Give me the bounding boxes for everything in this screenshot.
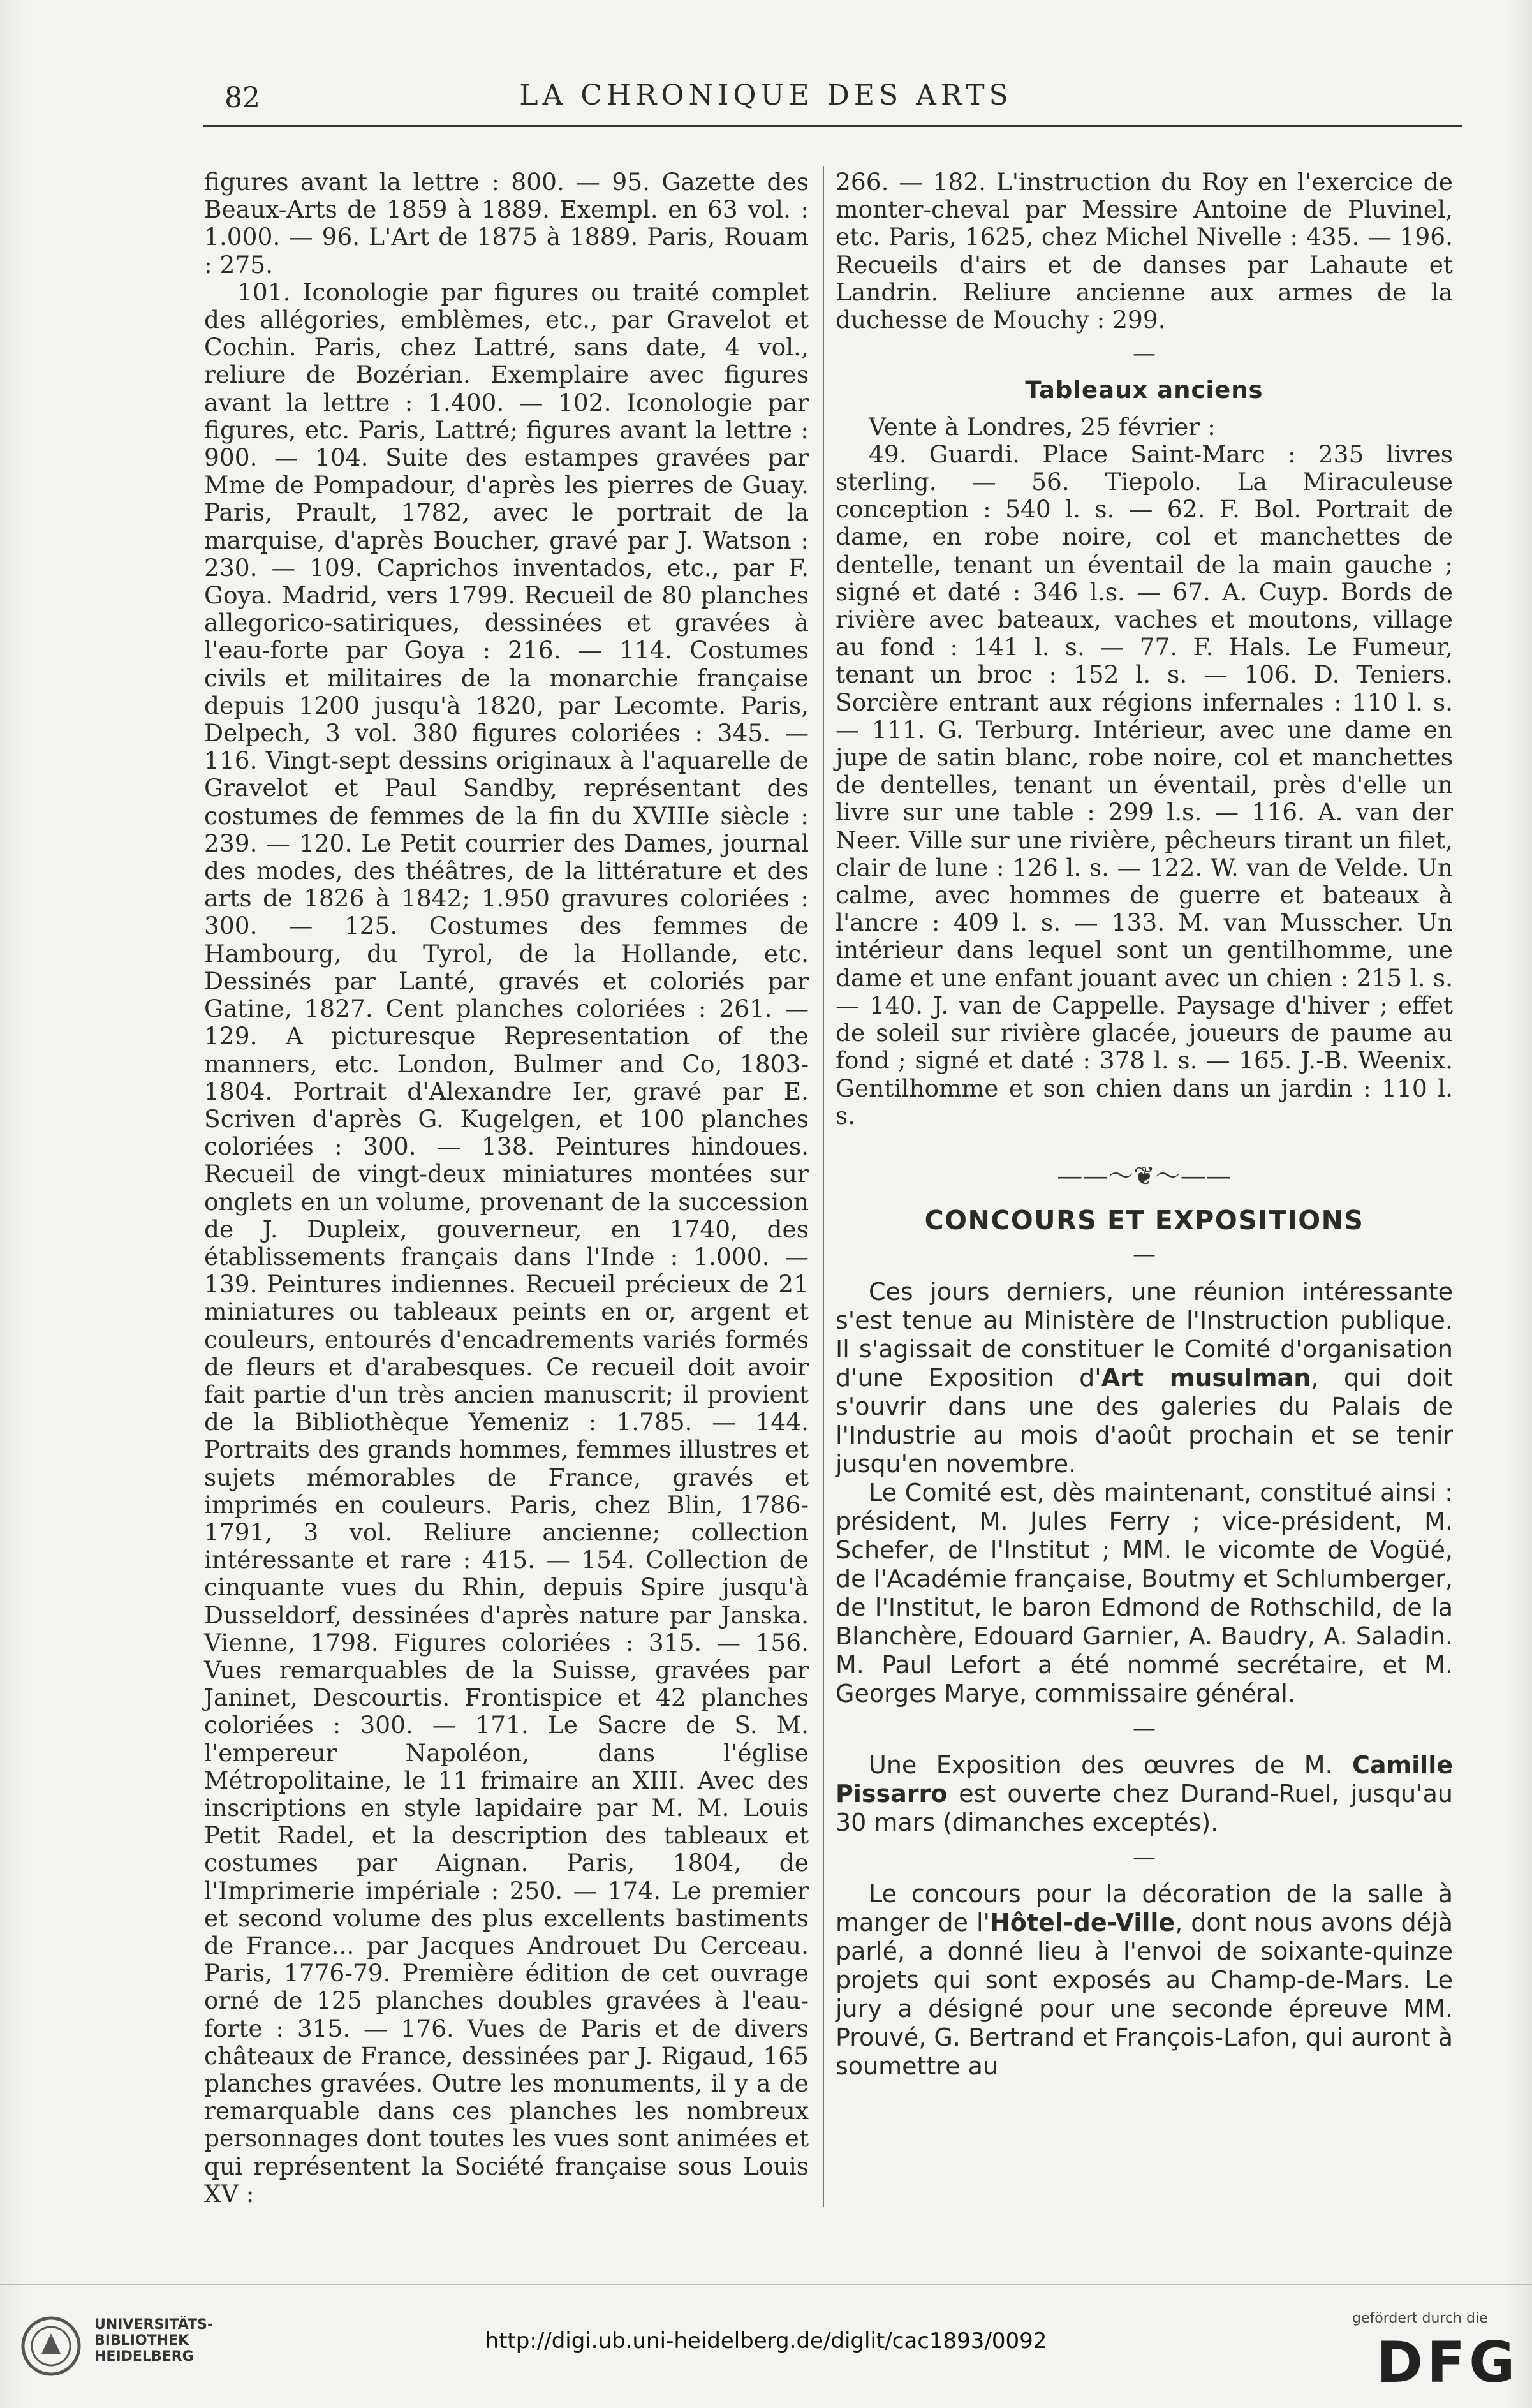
paragraph: Le Comité est, dès maintenant, constitué ainsi : président, M. Jules Ferry ; vice-président, M. Schefer, de l'Institut ; MM. le vicomte de Vogüé, de l'Académie française, Boutmy et Schlumberger, de l'Institut, le baron Edmond de Rothschild, de la Blanchère, Edouard Garnier, A. Baudry, A. Saladin. M. Paul Lefort a été nommé secrétaire, et M. Georges Marye, commissaire général. xyxy=(836,1478,1453,1708)
section-heading-tableaux: Tableaux anciens xyxy=(1025,376,1263,404)
bold-run: Camille Pissarro xyxy=(836,1750,1453,1808)
paragraph xyxy=(836,1278,1453,1479)
paragraph xyxy=(836,1880,1453,2081)
separator-dash: — xyxy=(1133,341,1156,367)
paragraph xyxy=(836,1751,1453,1837)
funding-caption: gefördert durch die xyxy=(1352,2310,1488,2326)
bold-run: Art musulman xyxy=(1101,1363,1311,1392)
separator-dash: — xyxy=(1133,1843,1156,1870)
bold-run: Hôtel-de-Ville xyxy=(989,1908,1175,1937)
header-rule xyxy=(203,125,1462,127)
paragraph: 266. — 182. L'instruction du Roy en l'exercice de monter-cheval par Messire Antoine de Pluvinel, etc. Paris, 1625, chez Michel Nivelle : 435. — 196. Recueils d'airs et de danses par Lahaute et Landrin. Reliure ancienne aux armes de la duchesse de Mouchy : 299. xyxy=(836,168,1453,334)
text-run: , dont nous avons déjà parlé, a donné lieu à l'envoi de soixante-quinze projets qui sont exposés au Champ-de-Mars. Le jury a désigné pour une seconde épreuve MM. Prouvé, G. Bertrand et François-Lafon, qui auront à soumettre au xyxy=(836,1908,1453,2080)
page-number: 82 xyxy=(225,82,260,114)
separator-dash: — xyxy=(1133,1241,1156,1268)
running-title: LA CHRONIQUE DES ARTS xyxy=(519,79,1013,112)
text-run: , qui doit s'ouvrir dans une des galeries du Palais de l'Industrie au mois d'août prochain et se tenir jusqu'en novembre. xyxy=(836,1363,1454,1478)
footer-rule xyxy=(0,2284,1532,2285)
left-column xyxy=(204,168,809,2208)
paragraph: 101. Iconologie par figures ou traité complet des allégories, emblèmes, etc., par Gravelot et Cochin. Paris, chez Lattré, sans date, 4 vol., reliure de Bozérian. Exemplaire avec figures avant la lettre : 1.400. — 102. Iconologie par figures, etc. Paris, Lattré; figures avant la lettre : 900. — 104. Suite des estampes gravées par Mme de Pompadour, d'après les pierres de Guay. Paris, Prault, 1782, avec le portrait de la marquise, d'après Boucher, gravé par J. Watson : 230. — 109. Caprichos inventados, etc., par F. Goya. Madrid, vers 1799. Recueil de 80 planches allegorico-satiriques, dessinées et gravées à l'eau-forte par Goya : 216. — 114. Costumes civils et militaires de la monarchie française depuis 1200 jusqu'à 1820, par Lecomte. Paris, Delpech, 3 vol. 380 figures coloriées : 345. — 116. Vingt-sept dessins originaux à l'aquarelle de Gravelot et Paul Sandby, représentant des costumes de femmes de la fin du XVIIIe siècle : 239. — 120. Le Petit courrier des Dames, journal des modes, des théâtres, de la littérature et des arts de 1826 à 1842; 1.950 gravures coloriées : 300. — 125. Costumes des femmes de Hambourg, du Tyrol, de la Hollande, etc. Dessinés par Lanté, gravés et coloriés par Gatine, 1827. Cent planches coloriées : 261. — 129. A picturesque Representation of the manners, etc. London, Bulmer and Co, 1803-1804. Portrait d'Alexandre Ier, gravé par E. Scriven d'après G. Kugelgen, et 100 planches coloriées : 300. — 138. Peintures hindoues. Recueil de vingt-deux miniatures montées sur onglets en un volume, provenant de la succession de J. Dupleix, gouverneur, en 1740, des établissements français dans l'Inde : 1.000. — 139. Peintures indiennes. Recueil précieux de 21 miniatures ou tableaux peints en or, argent et couleurs, entourés d'encadrements variés formés de fleurs et d'arabesques. Ce recueil doit avoir fait partie d'un très ancien manuscrit; il provient de la Bibliothèque Yemeniz : 1.785. — 144. Portraits des grands hommes, femmes illustres et sujets mémorables de France, gravés et imprimés en couleurs. Paris, chez Blin, 1786-1791, 3 vol. Reliure ancienne; collection intéressante et rare : 415. — 154. Collection de cinquante vues du Rhin, depuis Spire jusqu'à Dusseldorf, dessinées d'après nature par Janska. Vienne, 1798. Figures coloriées : 315. — 156. Vues remarquables de la Suisse, gravées par Janinet, Descourtis. Frontispice et 42 planches coloriées : 300. — 171. Le Sacre de S. M. l'empereur Napoléon, dans l'église Métropolitaine, le 11 frimaire an XIII. Avec des inscriptions en style lapidaire par M. M. Louis Petit Radel, et la description des tableaux et costumes par Aignan. Paris, 1804, de l'Imprimerie impériale : 250. — 174. Le premier et second volume des plus excellents bastiments de France... par Jacques Androuet Du Cerceau. Paris, 1776-79. Première édition de cet ouvrage orné de 125 planches doubles gravées à l'eau-forte : 315. — 176. Vues de Paris et de divers châteaux de France, dessinées par J. Rigaud, 165 planches gravées. Outre les monuments, il y a de remarquable dans ces planches les nombreux personnages dont toutes les vues sont animées et qui représentent la Société française sous Louis XV : xyxy=(204,277,809,2208)
text-run: est ouverte chez Durand-Ruel, jusqu'au 30 mars (dimanches exceptés). xyxy=(836,1779,1453,1836)
separator-dash: — xyxy=(1133,1715,1156,1741)
section-heading-concours: CONCOURS ET EXPOSITIONS xyxy=(924,1205,1364,1236)
library-line: BIBLIOTHEK xyxy=(94,2333,189,2349)
dfg-logo: DFG xyxy=(1376,2330,1519,2395)
library-line: HEIDELBERG xyxy=(94,2349,194,2365)
library-line: UNIVERSITÄTS- xyxy=(94,2317,214,2333)
right-column xyxy=(836,168,1453,2081)
ornament-divider: ——〜❦〜—— xyxy=(1057,1161,1232,1191)
paragraph: Vente à Londres, 25 février : xyxy=(869,412,1216,441)
paragraph: figures avant la lettre : 800. — 95. Gazette des Beaux-Arts de 1859 à 1889. Exempl. en 63 vol. : 1.000. — 96. L'Art de 1875 à 1889. Paris, Rouam : 275. xyxy=(204,168,809,279)
paragraph: 49. Guardi. Place Saint-Marc : 235 livres sterling. — 56. Tiepolo. La Miraculeuse conception : 540 l. s. — 62. F. Bol. Portrait de dame, en robe noire, col et manchettes de dentelle, tenant un éventail de la main gauche ; signé et daté : 346 l.s. — 67. A. Cuyp. Bords de rivière avec bateaux, vaches et moutons, village au fond : 141 l. s. — 77. F. Hals. Le Fumeur, tenant un broc : 152 l. s. — 106. D. Teniers. Sorcière entrant aux régions infernales : 110 l. s. — 111. G. Terburg. Intérieur, avec une dame en jupe de satin blanc, robe noire, col et manchettes de dentelles, tenant un éventail, près d'elle un livre sur une table : 299 l.s. — 116. A. van der Neer. Ville sur une rivière, pêcheurs tirant un filet, clair de lune : 126 l. s. — 122. W. van de Velde. Un calme, avec hommes de guerre et bateaux à l'ancre : 409 l. s. — 133. M. van Musscher. Un intérieur dans lequel sont un gentilhomme, une dame et une enfant jouant avec un chien : 215 l. s. — 140. J. van de Cappelle. Paysage d'hiver ; effet de soleil sur rivière glacée, joueurs de paume au fond ; signé et daté : 378 l. s. — 165. J.-B. Weenix. Gentilhomme et son chien dans un jardin : 110 l. s. xyxy=(836,439,1453,1130)
text-run: Ces jours derniers, une réunion intéressante s'est tenue au Ministère de l'Instruction publique. Il s'agissait de constituer le Comité d'organisation d'une Exposition d' xyxy=(836,1277,1453,1392)
column-divider xyxy=(823,166,824,2207)
source-url-link[interactable]: http://digi.ub.uni-heidelberg.de/diglit/cac1893/0092 xyxy=(485,2328,1047,2354)
text-run: Le concours pour la décoration de la salle à manger de l' xyxy=(836,1879,1453,1937)
text-run: Une Exposition des œuvres de M. xyxy=(869,1750,1353,1779)
